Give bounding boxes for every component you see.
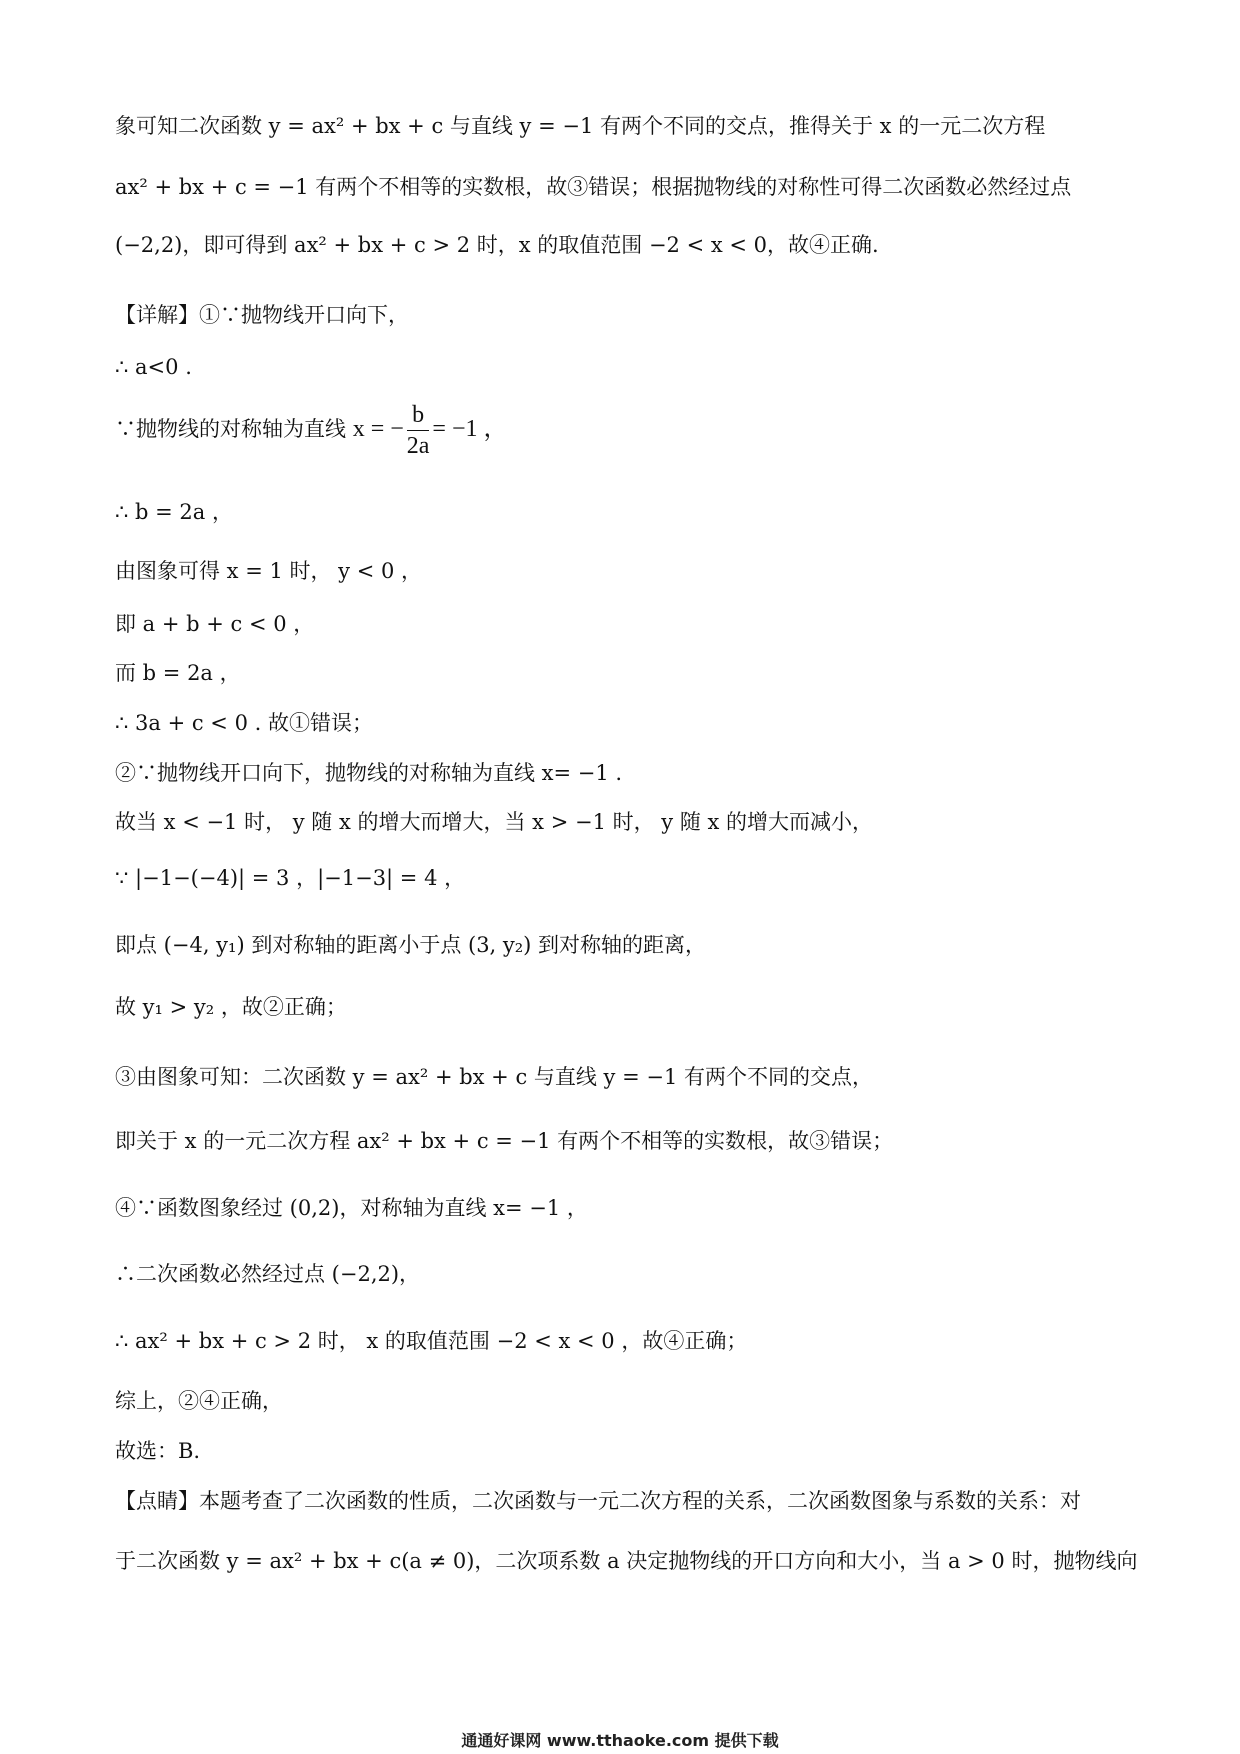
text-line-23: 故选：B. — [115, 1439, 201, 1463]
text-line-11: ∴ 3a + c < 0 . 故①错误； — [115, 711, 373, 735]
text-line-19: ④∵函数图象经过 (0,2)，对称轴为直线 x= −1 ， — [115, 1196, 588, 1220]
footer-source: 通通好课网 www.tthaoke.com 提供下载 — [461, 1731, 779, 1750]
axis-equation-line — [115, 400, 508, 461]
text-line-17: ③由图象可知：二次函数 y = ax² + bx + c 与直线 y = −1 有两个不同的交点， — [115, 1065, 873, 1089]
text-line-1: 象可知二次函数 y = ax² + bx + c 与直线 y = −1 有两个不同的交点，推得关于 x 的一元二次方程 — [115, 114, 1046, 138]
text-line-20: ∴二次函数必然经过点 (−2,2)， — [115, 1262, 421, 1286]
text-line-16: 故 y₁ > y₂ ，故②正确； — [115, 995, 347, 1019]
axis-prefix: ∵抛物线的对称轴为直线 — [115, 417, 353, 441]
text-line-24: 【点睛】本题考查了二次函数的性质，二次函数与一元二次方程的关系，二次函数图象与系数的关系：对 — [115, 1489, 1081, 1513]
section-heading-detail: 【详解】①∵抛物线开口向下， — [115, 303, 409, 327]
text-line-9: 即 a + b + c < 0 ， — [115, 612, 315, 636]
text-line-10: 而 b = 2a ， — [115, 661, 241, 685]
text-line-7: ∴ b = 2a ， — [115, 500, 233, 524]
text-line-14: ∵ |−1−(−4)| = 3 ，|−1−3| = 4 ， — [115, 866, 466, 890]
text-line-21: ∴ ax² + bx + c > 2 时， x 的取值范围 −2 < x < 0 ，故④正确； — [115, 1329, 748, 1353]
text-line-18: 即关于 x 的一元二次方程 ax² + bx + c = −1 有两个不相等的实数根，故③错误； — [115, 1129, 894, 1153]
text-line-15: 即点 (−4, y₁) 到对称轴的距离小于点 (3, y₂) 到对称轴的距离， — [115, 933, 707, 957]
text-line-22: 综上，②④正确， — [115, 1389, 283, 1413]
text-line-13: 故当 x < −1 时， y 随 x 的增大而增大，当 x > −1 时， y 随 x 的增大而减小， — [115, 810, 874, 834]
text-line-25: 于二次函数 y = ax² + bx + c(a ≠ 0)，二次项系数 a 决定抛物线的开口方向和大小，当 a > 0 时，抛物线向 — [115, 1549, 1138, 1573]
text-line-8: 由图象可得 x = 1 时， y < 0 ， — [115, 559, 423, 583]
text-line-12: ②∵抛物线开口向下，抛物线的对称轴为直线 x= −1 . — [115, 761, 623, 785]
axis-lhs: x = − — [352, 416, 404, 442]
fraction-denominator: 2a — [406, 433, 430, 459]
text-line-3: (−2,2)，即可得到 ax² + bx + c > 2 时，x 的取值范围 −2 < x < 0，故④正确. — [115, 233, 879, 257]
fraction — [407, 400, 430, 461]
text-line-5: ∴ a<0 . — [115, 355, 192, 379]
fraction-numerator: b — [407, 400, 430, 431]
text-line-2: ax² + bx + c = −1 有两个不相等的实数根，故③错误；根据抛物线的对称性可得二次函数必然经过点 — [115, 175, 1072, 199]
axis-rhs: = −1 ， — [432, 416, 508, 442]
